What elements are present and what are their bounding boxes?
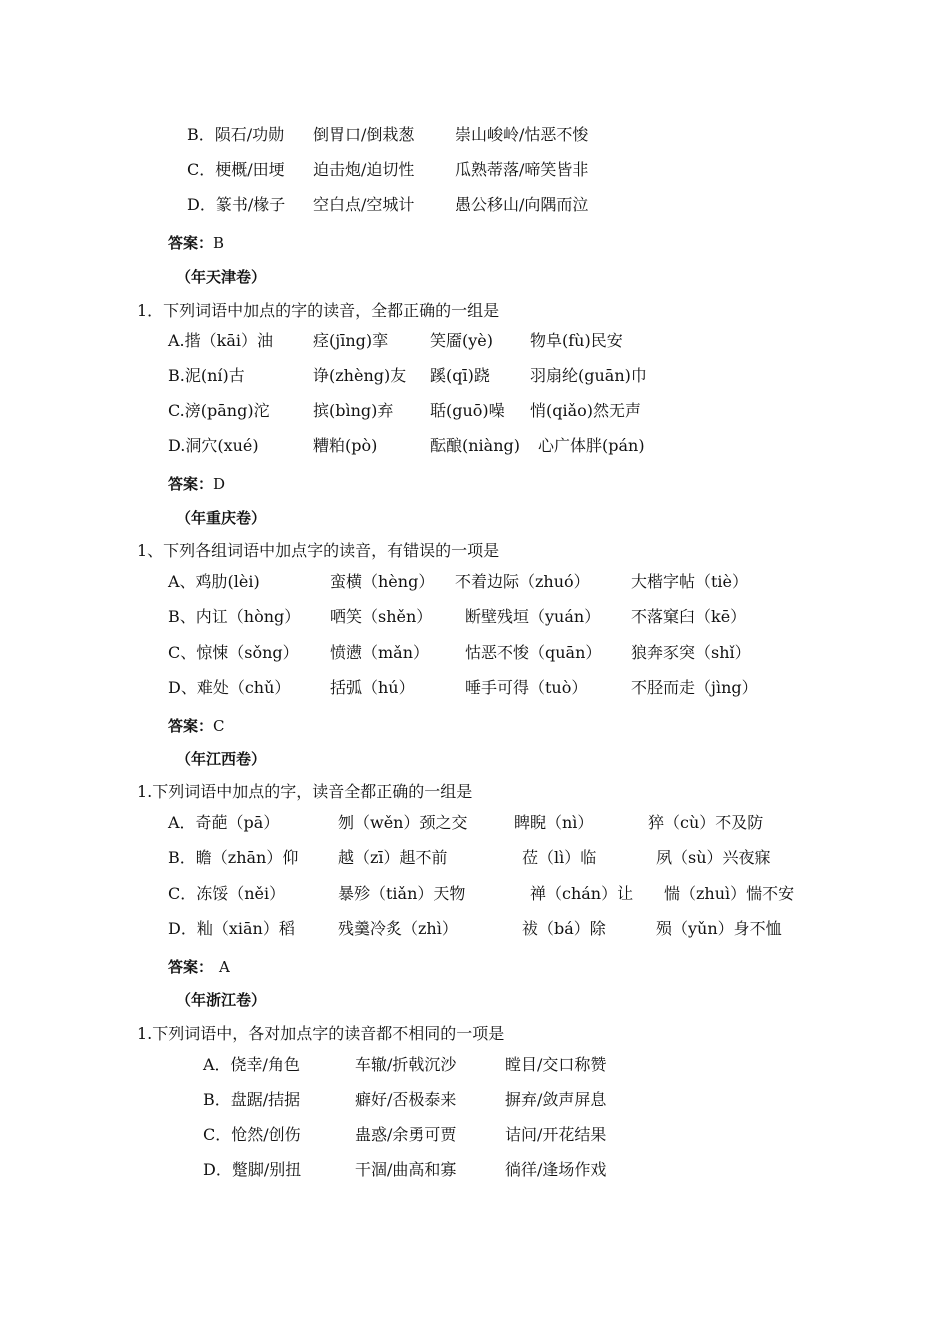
option-cell: 刎（wěn）颈之交 (338, 813, 468, 832)
option-cell: 愚公移山/向隅而泣 (455, 195, 589, 214)
answer-label: 答案： (168, 234, 214, 252)
question-stem: 1.下列词语中，各对加点字的读音都不相同的一项是 (137, 1024, 505, 1043)
option-cell: D、难处（chǔ） (168, 678, 291, 697)
option-cell: D．篆书/椽子 (187, 195, 286, 214)
option-cell: 悄(qiǎo)然无声 (530, 401, 642, 420)
option-cell: D.洞穴(xué) (168, 436, 259, 455)
option-cell: 愤懑（mǎn） (330, 643, 430, 662)
option-cell: B．瞻（zhān）仰 (168, 848, 299, 867)
question-stem: 1、下列各组词语中加点字的读音，有错误的一项是 (137, 541, 500, 560)
option-cell: 空白点/空城计 (313, 195, 415, 214)
option-cell: B、内讧（hòng） (168, 607, 301, 626)
option-cell: 蛮横（hèng） (330, 572, 435, 591)
option-cell: B.泥(ní)古 (168, 366, 245, 385)
option-cell: 诤(zhèng)友 (313, 366, 407, 385)
section-header: （年江西卷） (176, 750, 267, 768)
option-cell: 大楷字帖（tiè） (631, 572, 749, 591)
option-cell: 狼奔豕突（shǐ） (631, 643, 751, 662)
option-cell: A．奇葩（pā） (168, 813, 280, 832)
option-cell: D．籼（xiān）稻 (168, 919, 295, 938)
answer-line (168, 716, 225, 736)
option-cell: 糟粕(pò) (313, 436, 378, 455)
option-cell: 倒胃口/倒栽葱 (313, 125, 415, 144)
option-cell: 摒弃/敛声屏息 (505, 1090, 607, 1109)
answer-line (168, 474, 225, 494)
option-cell: 祓（bá）除 (522, 919, 606, 938)
option-cell: 酝酿(niàng) (430, 436, 520, 455)
option-cell: 不着边际（zhuó） (455, 572, 590, 591)
option-cell: A．侥幸/角色 (203, 1055, 300, 1074)
option-cell: 残羹冷炙（zhì） (338, 919, 458, 938)
option-cell: 不落窠臼（kē） (631, 607, 747, 626)
option-cell: B．陨石/功勋 (187, 125, 285, 144)
option-cell: 睥睨（nì） (514, 813, 594, 832)
option-cell: A、鸡肋(lèi) (168, 572, 260, 591)
option-row (187, 125, 284, 145)
option-cell: 癖好/否极泰来 (355, 1090, 457, 1109)
option-cell: C．怆然/创伤 (203, 1125, 301, 1144)
option-cell: 诘问/开花结果 (505, 1125, 607, 1144)
option-cell: C．梗概/田埂 (187, 160, 285, 179)
answer-value: C (213, 717, 225, 735)
option-cell: 笑靥(yè) (430, 331, 493, 350)
option-cell: 瞠目/交口称赞 (505, 1055, 607, 1074)
option-cell: 怙恶不悛（quān） (465, 643, 602, 662)
option-cell: 猝（cù）不及防 (648, 813, 764, 832)
option-cell: 殒（yǔn）身不恤 (656, 919, 782, 938)
answer-label: 答案： (168, 475, 214, 493)
option-cell: 不胫而走（jìng） (631, 678, 758, 697)
answer-label: 答案： (168, 717, 214, 735)
option-cell: 崇山峻岭/怙恶不悛 (455, 125, 589, 144)
option-cell: D．蹩脚/别扭 (203, 1160, 302, 1179)
option-cell: 迫击炮/迫切性 (313, 160, 415, 179)
option-cell: 痉(jīng)挛 (313, 331, 389, 350)
option-cell: 摈(bìng)弃 (313, 401, 394, 420)
option-cell: 干涸/曲高和寡 (355, 1160, 457, 1179)
answer-line (168, 957, 230, 977)
option-cell: 蹊(qī)跷 (430, 366, 490, 385)
option-cell: 物阜(fù)民安 (530, 331, 623, 350)
option-cell: 车辙/折戟沉沙 (355, 1055, 457, 1074)
option-cell: 羽扇纶(guān)巾 (530, 366, 647, 385)
option-cell: A.揩（kāi）油 (168, 331, 273, 350)
section-header: （年重庆卷） (176, 509, 267, 527)
question-stem: 1.下列词语中加点的字，读音全都正确的一组是 (137, 782, 473, 801)
option-cell: C、惊悚（sǒng） (168, 643, 299, 662)
answer-value: A (219, 958, 230, 976)
option-cell: 聒(guō)噪 (430, 401, 505, 420)
question-stem: 1．下列词语中加点的字的读音，全都正确的一组是 (137, 301, 500, 320)
option-cell: C.滂(pāng)沱 (168, 401, 270, 420)
option-cell: 蛊惑/余勇可贾 (355, 1125, 457, 1144)
answer-line (168, 233, 224, 253)
section-header: （年浙江卷） (176, 991, 267, 1009)
option-cell: 括弧（hú） (330, 678, 415, 697)
option-cell: C．冻馁（něi） (168, 884, 286, 903)
option-cell: 禅（chán）让 (530, 884, 634, 903)
answer-label: 答案： (168, 958, 214, 976)
option-cell: 暴殄（tiǎn）天物 (338, 884, 466, 903)
option-cell: 越（zī）趄不前 (338, 848, 448, 867)
option-cell: 瓜熟蒂落/啼笑皆非 (455, 160, 589, 179)
option-cell: 夙（sù）兴夜寐 (656, 848, 771, 867)
section-header: （年天津卷） (176, 268, 267, 286)
option-cell: 哂笑（shěn） (330, 607, 433, 626)
option-cell: 惴（zhuì）惴不安 (664, 884, 795, 903)
option-cell: B．盘踞/拮据 (203, 1090, 301, 1109)
option-cell: 徜徉/逢场作戏 (505, 1160, 607, 1179)
option-cell: 心广体胖(pán) (538, 436, 645, 455)
answer-value: D (213, 475, 226, 493)
option-cell: 莅（lì）临 (522, 848, 597, 867)
option-cell: 断壁残垣（yuán） (465, 607, 601, 626)
option-cell: 唾手可得（tuò） (465, 678, 588, 697)
answer-value: B (213, 234, 225, 252)
